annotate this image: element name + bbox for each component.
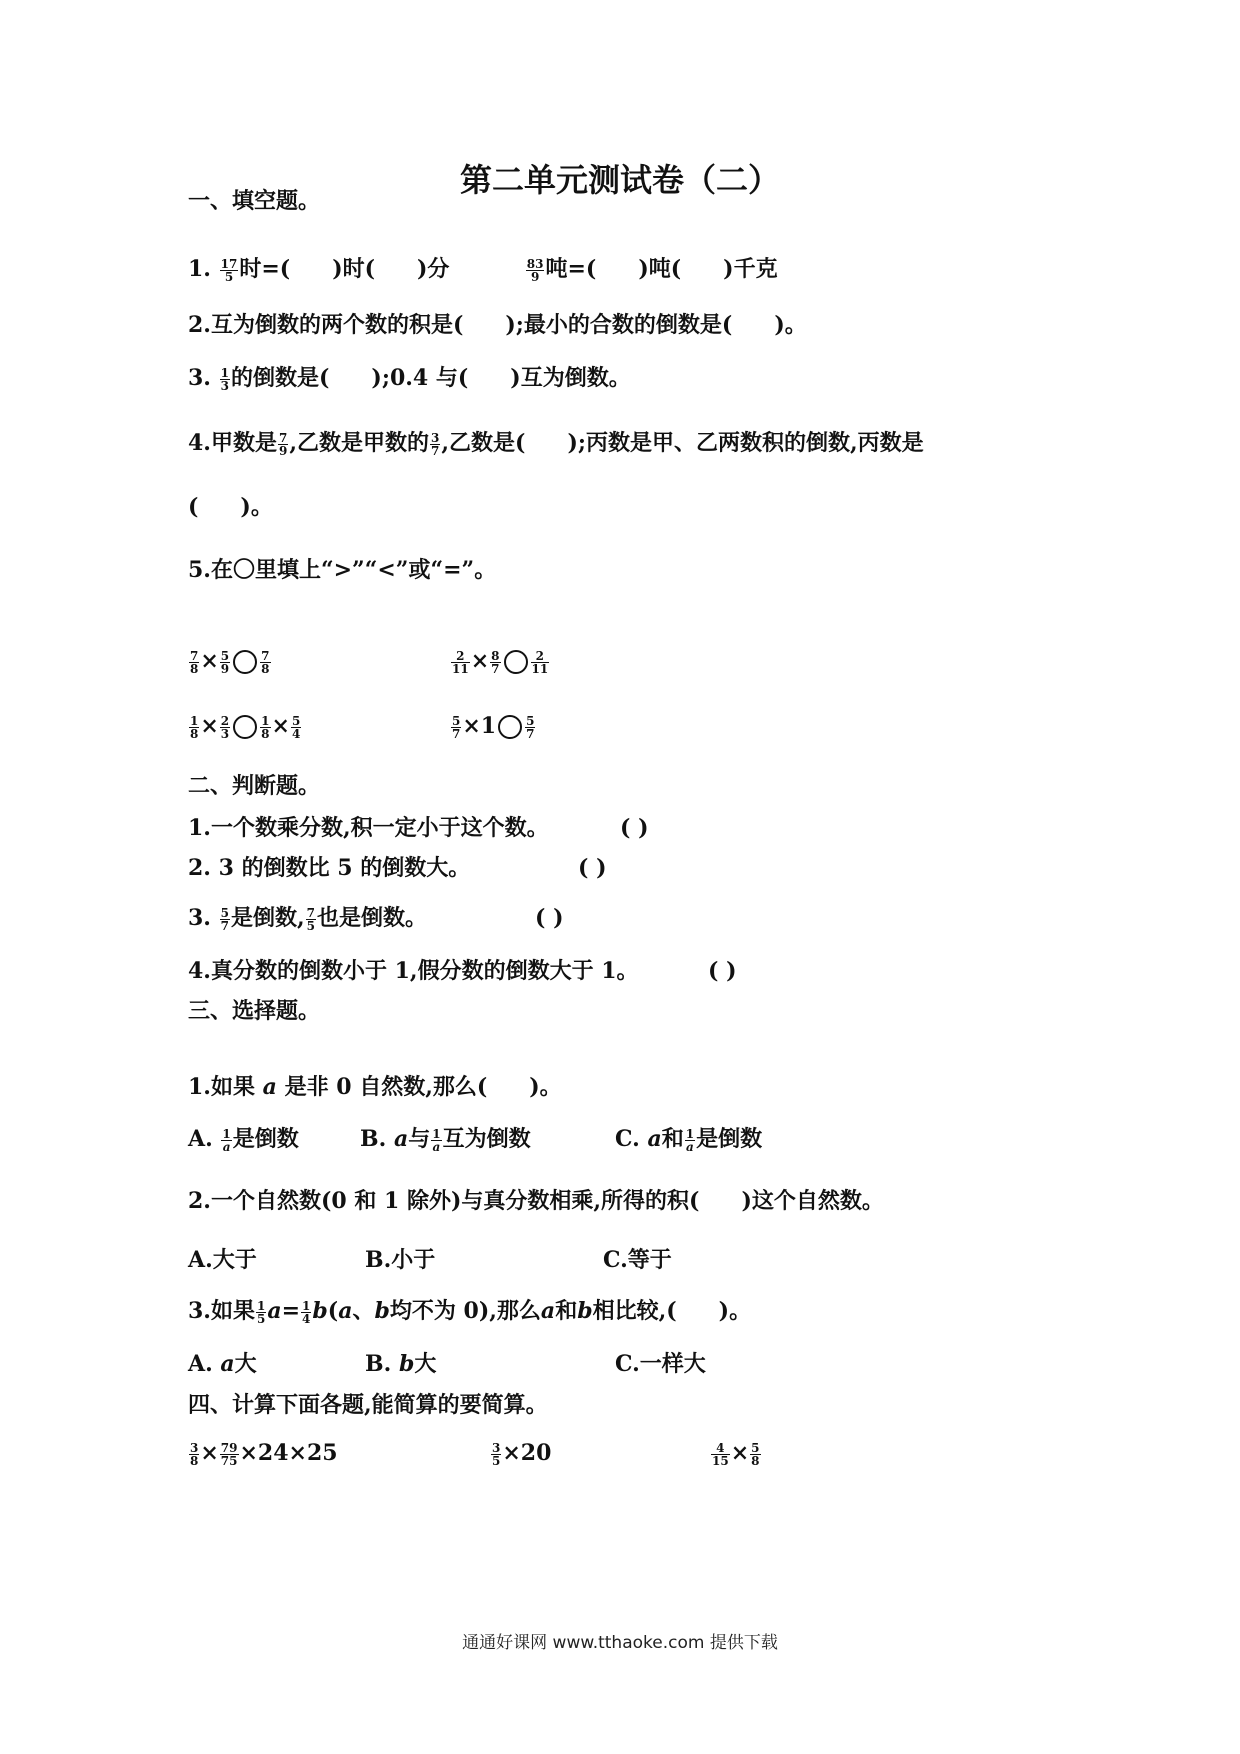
s1-q5: 5.在〇里填上“>”“<”或“=”。: [188, 557, 497, 583]
compare-circle: [233, 650, 257, 674]
s2-q2: 2. 3 的倒数比 5 的倒数大。: [188, 855, 471, 881]
s3-q2-optC: C.等于: [603, 1247, 672, 1273]
section3-heading: 三、选择题。: [188, 998, 321, 1024]
s1-q5-d: $\frac{5}{7}$ ×1 $\frac{5}{7}$: [452, 713, 535, 741]
s2-q2-paren: ( ): [578, 855, 607, 881]
s3-q2-optA: A.大于: [188, 1247, 257, 1273]
compare-circle: [233, 715, 257, 739]
s1-q3: 3. $\frac{1}{3}$ 的倒数是( );0.4 与( )互为倒数。: [188, 365, 631, 393]
s1-q5-a: $\frac{7}{8}$ × $\frac{5}{9}$ $\frac{7}{8}$: [190, 648, 270, 676]
footer-source: 通通好课网 www.tthaoke.com 提供下载: [462, 1633, 778, 1653]
s3-q3-optC: C.一样大: [615, 1351, 706, 1377]
s1-q4-cont: ( )。: [188, 494, 273, 520]
s3-q3-optB: B. b大: [365, 1351, 437, 1377]
s4-e3: $\frac{4}{15}$ × $\frac{5}{8}$: [712, 1440, 760, 1468]
section2-heading: 二、判断题。: [188, 773, 321, 799]
s3-q3: 3.如果 $\frac{1}{5}$ a= $\frac{1}{4}$ b(a、b均不为 0),那么a和b相比较,( )。: [188, 1298, 752, 1326]
fraction: $\frac{17}{5}$: [220, 256, 238, 284]
s3-q2-optB: B.小于: [365, 1247, 436, 1273]
s3-q1-optB: B. a与 $\frac{1}{a}$ 互为倒数: [360, 1126, 531, 1154]
s3-q1-optA: A. $\frac{1}{a}$ 是倒数: [188, 1126, 299, 1154]
compare-circle: [504, 650, 528, 674]
s1-q5-b: $\frac{2}{11}$ × $\frac{8}{7}$ $\frac{2}{11}$: [452, 648, 549, 676]
section1-heading: 一、填空题。: [188, 188, 321, 214]
fraction: $\frac{83}{9}$: [526, 256, 544, 284]
fraction: $\frac{7}{9}$: [278, 430, 288, 458]
s2-q1: 1.一个数乘分数,积一定小于这个数。: [188, 815, 549, 841]
s1-q2: 2.互为倒数的两个数的积是( );最小的合数的倒数是( )。: [188, 312, 807, 338]
s1-q4: 4.甲数是 $\frac{7}{9}$ ,乙数是甲数的 $\frac{3}{7}$ ,乙数是( );丙数是甲、乙两数积的倒数,丙数是: [188, 430, 924, 458]
s3-q1-optC: C. a和 $\frac{1}{a}$ 是倒数: [615, 1126, 763, 1154]
s3-q3-optA: A. a大: [188, 1351, 257, 1377]
s2-q3: 3. $\frac{5}{7}$ 是倒数, $\frac{7}{5}$ 也是倒数。: [188, 905, 428, 933]
compare-circle: [498, 715, 522, 739]
fraction: $\frac{1}{3}$: [220, 365, 229, 393]
page-title: 第二单元测试卷（二）: [459, 161, 780, 199]
s3-q1: 1.如果 a 是非 0 自然数,那么( )。: [188, 1074, 562, 1100]
s4-e2: $\frac{3}{5}$ ×20: [492, 1440, 552, 1468]
s2-q1-paren: ( ): [620, 815, 649, 841]
s4-e1: $\frac{3}{8}$ × $\frac{79}{75}$ ×24×25: [190, 1440, 338, 1468]
s1-q5-c: $\frac{1}{8}$ × $\frac{2}{3}$ $\frac{1}{8}$ × $\frac{5}{4}$: [190, 713, 301, 741]
s2-q4-paren: ( ): [708, 958, 737, 984]
s3-q2: 2.一个自然数(0 和 1 除外)与真分数相乘,所得的积( )这个自然数。: [188, 1188, 884, 1214]
s2-q4: 4.真分数的倒数小于 1,假分数的倒数大于 1。: [188, 958, 639, 984]
fraction: $\frac{3}{7}$: [431, 430, 440, 458]
s1-q1: 1. $\frac{17}{5}$ 时=( )时( )分 $\frac{83}{9}$ 吨=( )吨( )千克: [188, 256, 778, 284]
s2-q3-paren: ( ): [535, 905, 564, 931]
section4-heading: 四、计算下面各题,能简算的要简算。: [188, 1392, 548, 1418]
